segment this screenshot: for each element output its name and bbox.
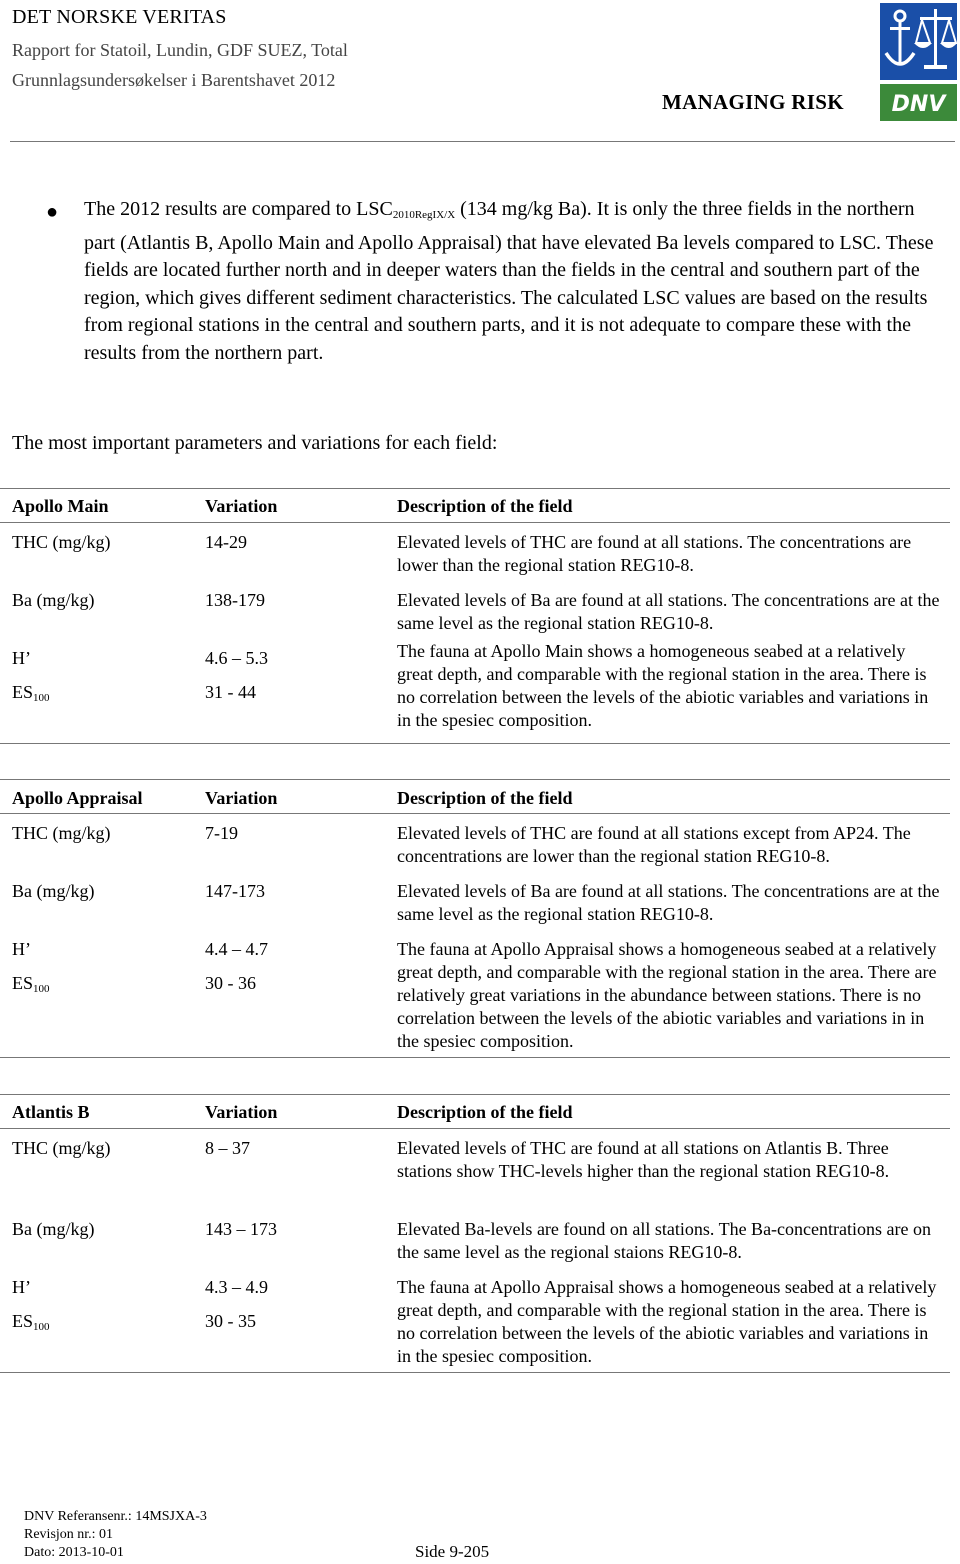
param-label-subscript: 100 <box>33 1321 50 1333</box>
param-value: 143 – 173 <box>205 1219 277 1239</box>
param-description: Elevated levels of THC are found at all stations on Atlantis B. Three stations show THC-levels higher than the regional station REG10-8. <box>397 1138 890 1181</box>
param-label: THC (mg/kg) <box>12 532 111 552</box>
param-label-subscript: 100 <box>33 692 50 704</box>
tagline: MANAGING RISK <box>662 90 844 114</box>
field-name: Apollo Main <box>12 496 109 516</box>
param-label: Ba (mg/kg) <box>12 1219 95 1239</box>
variation-header: Variation <box>205 788 278 808</box>
bullet-icon: ● <box>46 201 59 223</box>
description-header: Description of the field <box>397 1102 573 1122</box>
param-description: Elevated levels of Ba are found at all stations. The concentrations are at the same level as the regional station REG10-8. <box>397 590 940 633</box>
page-header <box>0 0 960 140</box>
param-label: Ba (mg/kg) <box>12 881 95 901</box>
param-value: 4.6 – 5.3 <box>205 648 268 668</box>
bullet-text-start: The 2012 results are compared to LSC <box>84 198 393 220</box>
param-value: 30 - 36 <box>205 973 256 993</box>
param-label <box>12 1310 50 1339</box>
param-label: THC (mg/kg) <box>12 823 111 843</box>
table-header-rule <box>0 1128 950 1129</box>
param-description: Elevated levels of THC are found at all stations. The concentrations are lower than the regional station REG10-8. <box>397 532 912 575</box>
report-client: Rapport for Statoil, Lundin, GDF SUEZ, Total <box>12 40 348 60</box>
document-date: Dato: 2013-10-01 <box>24 1545 124 1560</box>
param-description: Elevated levels of THC are found at all stations except from AP24. The concentrations are lower than the regional station REG10-8. <box>397 823 911 866</box>
page-footer <box>24 1508 207 1562</box>
page-number: Side 9-205 <box>415 1542 490 1561</box>
organization-name: DET NORSKE VERITAS <box>12 6 227 28</box>
param-label: H’ <box>12 648 31 668</box>
param-label-base: ES <box>12 682 34 702</box>
param-description: The fauna at Apollo Appraisal shows a homogeneous seabed at a relatively great depth, and comparable with the regional station in the area. There is no correlation between the levels of the abiotic variables and variations in in the spesiec composition. <box>397 1277 937 1366</box>
dnv-wordmark-logo-icon <box>880 84 957 121</box>
param-label <box>12 681 50 710</box>
table-bottom-rule <box>0 1057 950 1058</box>
reference-number: DNV Referansenr.: 14MSJXA-3 <box>24 1509 207 1524</box>
param-value: 147-173 <box>205 881 265 901</box>
variation-header: Variation <box>205 496 278 516</box>
param-label <box>12 972 50 1001</box>
param-value: 4.3 – 4.9 <box>205 1277 268 1297</box>
table-top-rule <box>0 779 950 780</box>
table-top-rule <box>0 1094 950 1095</box>
param-value: 8 – 37 <box>205 1138 250 1158</box>
variation-header: Variation <box>205 1102 278 1122</box>
revision-number: Revisjon nr.: 01 <box>24 1527 114 1542</box>
param-label: Ba (mg/kg) <box>12 590 95 610</box>
param-label-base: ES <box>12 973 34 993</box>
table-bottom-rule <box>0 743 950 744</box>
param-value: 7-19 <box>205 823 238 843</box>
param-label-subscript: 100 <box>33 983 50 995</box>
param-description: Elevated Ba-levels are found on all stations. The Ba-concentrations are on the same level as the regional staions REG10-8. <box>397 1219 931 1262</box>
param-description: The fauna at Apollo Main shows a homogeneous seabed at a relatively great depth, and comparable with the regional station in the area. There is no correlation between the levels of the abiotic variables and variations in in the spesiec composition. <box>397 641 929 730</box>
table-top-rule <box>0 488 950 489</box>
param-description: The fauna at Apollo Appraisal shows a homogeneous seabed at a relatively great depth, and comparable with the regional station in the area. There are relatively great variations in the abundance between stations. There is no correlation between the levels of the abiotic variables and variations in in the spesiec composition. <box>397 939 937 1051</box>
bullet-text-rest: (134 mg/kg Ba). It is only the three fields in the northern part (Atlantis B, Apollo Main and Apollo Appraisal) that have elevated Ba levels compared to LSC. These fields are located further north and in deeper waters than the fields in the central and southern part of the region, which gives different sediment characteristics. The calculated LSC values are based on the results from regional stations in the central and southern parts, and it is not adequate to compare these with the results from the northern part. <box>84 198 934 364</box>
description-header: Description of the field <box>397 496 573 516</box>
logo-text: DNV <box>891 92 946 117</box>
header-divider <box>10 141 955 142</box>
param-description: Elevated levels of Ba are found at all stations. The concentrations are at the same level as the regional station REG10-8. <box>397 881 940 924</box>
report-title: Grunnlagsundersøkelser i Barentshavet 2012 <box>12 70 336 90</box>
bullet-paragraph <box>84 196 944 367</box>
param-value: 14-29 <box>205 532 247 552</box>
param-value: 30 - 35 <box>205 1311 256 1331</box>
param-value: 138-179 <box>205 590 265 610</box>
table-header-rule <box>0 813 950 814</box>
param-value: 4.4 – 4.7 <box>205 939 268 959</box>
table-header-rule <box>0 522 950 523</box>
lsc-subscript: 2010RegIX/X <box>392 209 456 221</box>
param-label-base: ES <box>12 1311 34 1331</box>
param-label: THC (mg/kg) <box>12 1138 111 1158</box>
field-name: Apollo Appraisal <box>12 788 143 808</box>
description-header: Description of the field <box>397 788 573 808</box>
dnv-anchor-logo-icon <box>880 3 957 80</box>
param-label: H’ <box>12 1277 31 1297</box>
field-name: Atlantis B <box>12 1102 90 1122</box>
param-label: H’ <box>12 939 31 959</box>
table-bottom-rule <box>0 1372 950 1373</box>
intro-sentence: The most important parameters and variations for each field: <box>12 432 498 454</box>
param-value: 31 - 44 <box>205 682 256 702</box>
